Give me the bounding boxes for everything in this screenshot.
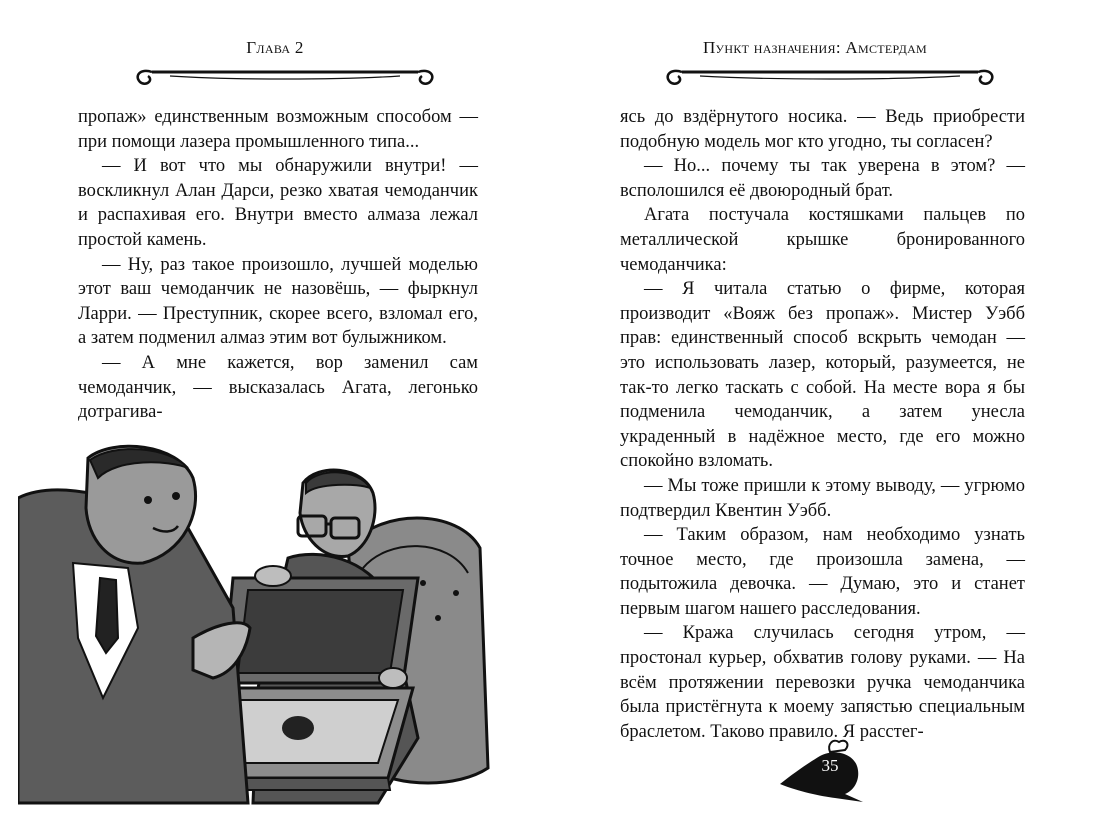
right-text-block: [620, 105, 1025, 744]
paragraph: пропаж» единственным возможным способом — при помощи лазера промышленного типа...: [78, 107, 478, 152]
paragraph: — Ну, раз такое произошло, лучшей моделью этот ваш чемоданчик не назовёшь, — фыркнул Ларри. — Преступник, скорее всего, взломал его, а затем подменил алмаз этим вот булыжником.: [78, 254, 478, 349]
paragraph: — Но... почему ты так уверена в этом? — всполошился её двоюродный брат.: [620, 156, 1025, 201]
paragraph: — Таким образом, нам необходимо узнать точное место, где произошла замена, — подытожила девочка. — Думаю, это и станет первым шагом нашего расследования.: [620, 525, 1025, 619]
paragraph: — Мы тоже пришли к этому выводу, — угрюмо подтвердил Квентин Уэбб.: [620, 475, 1025, 521]
running-head-left: Глава 2: [246, 38, 304, 57]
right-page: [550, 0, 1100, 825]
scroll-ornament-icon: [130, 62, 440, 90]
left-text-block: [78, 105, 478, 425]
paragraph: — Я читала статью о фирме, которая производит «Вояж без пропаж». Мистер Уэбб прав: единственный способ вскрыть чемодан — это использовать лазер, который, разумеется, не так-то легко таскать с собой. На месте вора я бы подменила чемоданчик, а затем унесла украденный в надёжное место, где его можно спокойно взломать.: [620, 279, 1025, 472]
paragraph: ясь до вздёрнутого носика. — Ведь приобрести подобную модель мог кто угодно, ты согласен?: [620, 107, 1025, 152]
paragraph: — И вот что мы обнаружили внутри! — воскликнул Алан Дарси, резко хватая чемоданчик и распахивая его. Внутри вместо алмаза лежал простой камень.: [78, 156, 478, 250]
paragraph: — Кража случилась сегодня утром, — простонал курьер, обхватив голову руками. — На всём протяжении перевозки ручка чемоданчика была пристёгнута к моему запястью специальным браслетом. Таково правило. Я расстег-: [620, 623, 1025, 742]
illustration-men-with-open-suitcase: [18, 438, 490, 808]
page-number: 35: [821, 756, 839, 775]
paragraph: Агата постучала костяшками пальцев по металлической крышке бронированного чемоданчика:: [620, 205, 1025, 275]
running-head-right: Пункт назначения: Амстердам: [702, 38, 928, 57]
scroll-ornament-icon: [660, 62, 1000, 90]
paragraph: — А мне кажется, вор заменил сам чемоданчик, — высказалась Агата, легонько дотрагива-: [78, 352, 478, 423]
